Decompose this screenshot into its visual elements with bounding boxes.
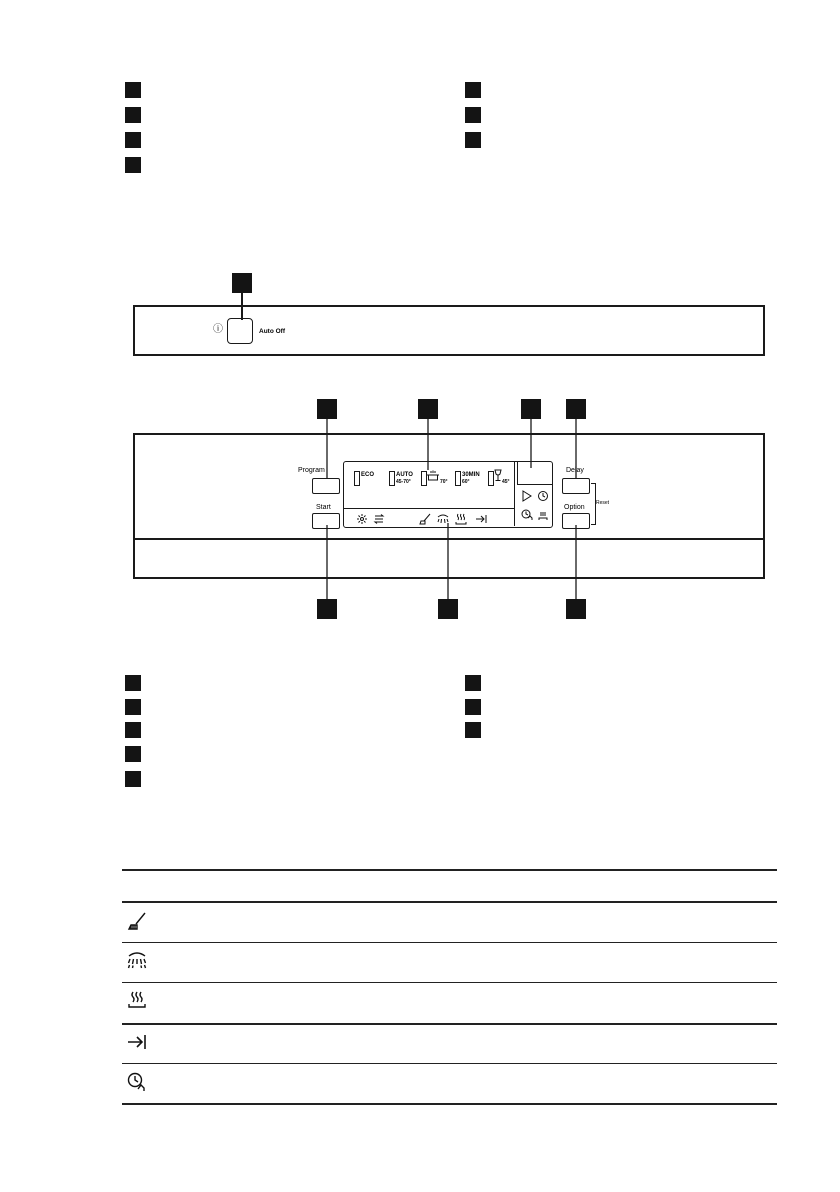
- pot-icon: [427, 469, 439, 481]
- table-rule: [122, 869, 777, 871]
- time-display: [517, 462, 552, 485]
- table-rule: [122, 1023, 777, 1025]
- program-row: [344, 462, 515, 509]
- table-rule: [122, 982, 777, 983]
- program-indicator-30min: [455, 471, 461, 486]
- legend-marker: [125, 771, 141, 787]
- clock-touch-icon: [127, 1072, 147, 1092]
- program-30min: 30MIN: [462, 472, 480, 478]
- program-30min-temp: 60°: [462, 479, 470, 485]
- status-indicators: [514, 486, 553, 526]
- control-panel: [133, 433, 765, 579]
- panel-divider: [135, 538, 763, 540]
- option-label: Option: [564, 504, 585, 511]
- program-button[interactable]: [312, 478, 340, 494]
- display: [343, 461, 553, 528]
- dry-icon: [537, 508, 549, 526]
- auto-off-label: Auto Off: [259, 328, 285, 335]
- brush-icon: [127, 911, 147, 931]
- start-label: Start: [316, 504, 331, 511]
- legend-marker: [125, 722, 141, 738]
- power-symbol: ⓘ: [213, 324, 223, 335]
- legend-marker: [465, 699, 481, 715]
- program-intensive-temp: 70°: [440, 479, 448, 485]
- program-eco: ECO: [361, 472, 375, 478]
- legend-marker: [465, 675, 481, 691]
- heat-icon: [455, 512, 467, 530]
- program-label: Program: [298, 467, 325, 474]
- option-icons: [344, 510, 514, 526]
- program-auto-temp: 45-70°: [396, 479, 411, 485]
- legend-marker: [125, 675, 141, 691]
- table-rule: [122, 1103, 777, 1105]
- spray-icon: [437, 512, 449, 530]
- legend-marker: [465, 722, 481, 738]
- reset-label: Reset: [596, 500, 610, 506]
- heat-icon: [127, 990, 147, 1010]
- play-icon: [521, 489, 533, 507]
- program-auto: AUTO: [396, 472, 413, 478]
- start-button[interactable]: [312, 513, 340, 529]
- brush-icon: [419, 512, 431, 530]
- clock-icon: [537, 489, 549, 507]
- program-indicator-eco: [354, 471, 360, 486]
- delay-touch-icon: [521, 508, 533, 526]
- program-indicator-auto: [389, 471, 395, 486]
- table-rule: [122, 901, 777, 903]
- table-rule: [122, 1063, 777, 1064]
- delay-label: Delay: [566, 467, 584, 474]
- table-rule: [122, 942, 777, 943]
- arrow-end-icon: [127, 1032, 147, 1052]
- glass-icon: [494, 469, 502, 482]
- salt-icon: [373, 512, 385, 530]
- delay-button[interactable]: [562, 478, 590, 494]
- spray-icon: [127, 950, 147, 970]
- arrow-end-icon: [475, 512, 487, 530]
- legend-marker: [125, 699, 141, 715]
- legend-marker: [125, 746, 141, 762]
- option-button[interactable]: [562, 513, 590, 529]
- program-glass-temp: 45°: [502, 479, 510, 485]
- rinse-aid-icon: [356, 512, 368, 530]
